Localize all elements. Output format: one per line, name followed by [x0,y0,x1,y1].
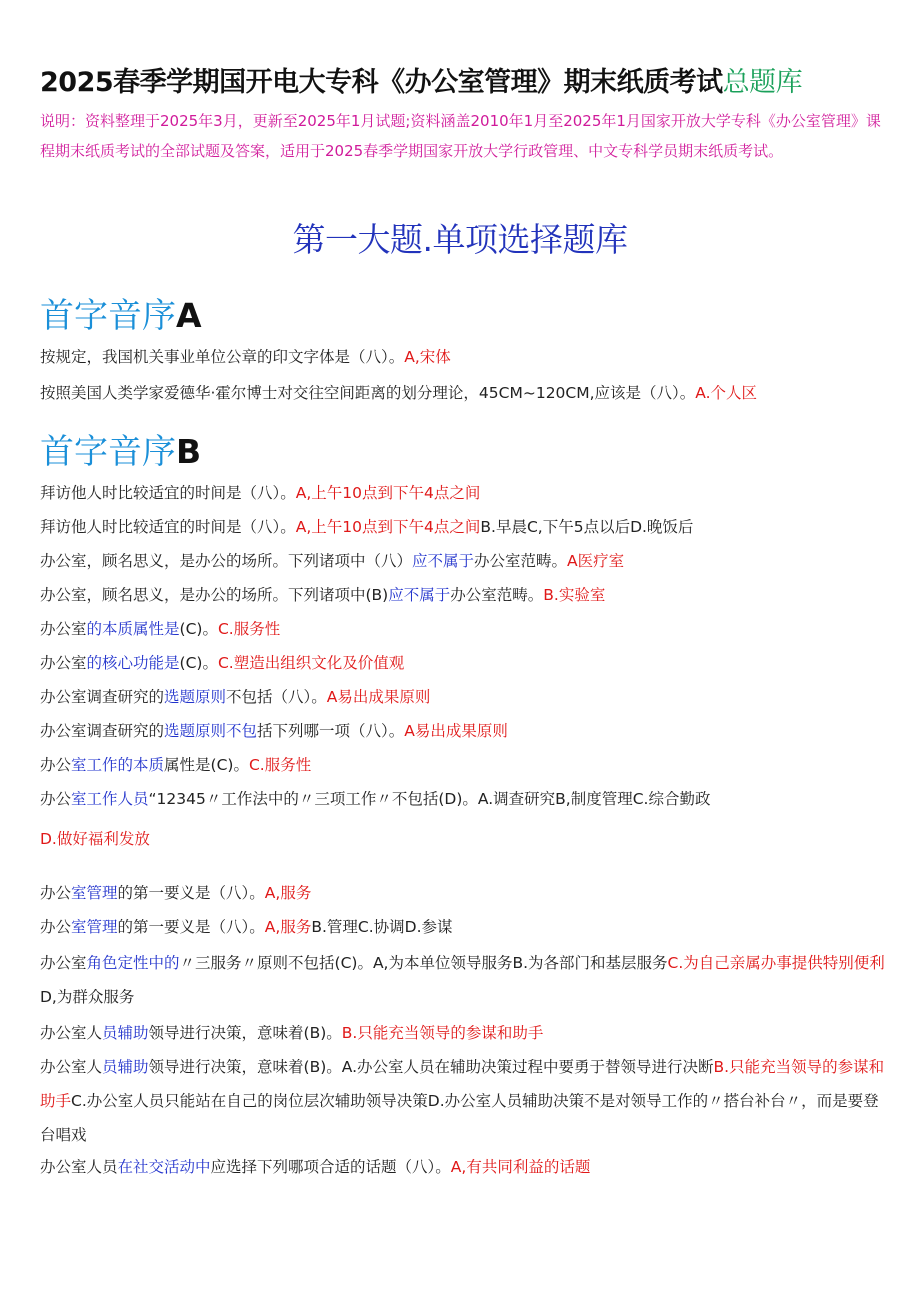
question-text: “12345〃工作法中的〃三项工作〃不包括(D)。A.调查研究B,制度管理C.综合勤政 [148,790,711,808]
question-item [40,1150,885,1184]
question-item [40,680,885,714]
question-item [40,876,885,910]
answer-text: C.服务性 [248,756,312,774]
answer-text: A,服务 [264,884,312,902]
question-text: 〃三服务〃原则不包括(C)。A,为本单位领导服务B.为各部门和基层服务 [179,954,668,972]
question-item [40,646,885,680]
option-text: B.管理C.协调D.参谋 [311,918,453,936]
question-item-continuation [40,822,885,856]
option-text: D,为群众服务 [40,988,135,1006]
answer-text: A,有共同利益的话题 [450,1158,591,1176]
question-text: 办公室，顾名思义，是办公的场所。下列诸项中（八） [40,552,413,570]
question-item [40,376,885,410]
highlight-text: 员辅助 [102,1024,149,1042]
question-text: 领导进行决策，意味着(B)。 [148,1024,342,1042]
description-note: 说明：资料整理于2025年3月，更新至2025年1月试题;资料涵盖2010年1月至2025年1月国家开放大学专科《办公室管理》课程期末纸质考试的全部试题及答案，适用于2025春季学期国家开放大学行政管理、中文专科学员期末纸质考试。 [40,112,881,160]
question-item [40,510,885,544]
question-text: 办公 [40,918,72,936]
group-label: 首字音序 [40,432,176,472]
question-text: 办公室，顾名思义，是办公的场所。下列诸项中(B) [40,586,389,604]
answer-text: B.只能充当领导的参谋和助手 [40,1058,885,1110]
question-text: 办公室范畴。 [474,552,568,570]
question-text: 办公室 [40,654,87,672]
question-text: 办公 [40,790,72,808]
highlight-text: 室工作人员 [71,790,149,808]
question-text: 应选择下列哪项合适的话题（八）。 [210,1158,451,1176]
answer-text: A易出成果原则 [326,688,431,706]
highlight-text: 选题原则不包 [164,722,258,740]
group-heading-a [40,288,202,337]
question-text: 办公室人员 [40,1158,118,1176]
answer-text: C.塑造出组织文化及价值观 [217,654,405,672]
highlight-text: 的本质属性是 [86,620,180,638]
question-text: 办公 [40,756,72,774]
answer-text: C.为自己亲属办事提供特别便利 [667,954,885,972]
question-text: 属性是(C)。 [164,756,249,774]
highlight-text: 角色定性中的 [86,954,180,972]
question-text: 不包括（八）。 [226,688,327,706]
group-letter: B [176,432,202,471]
question-text: (C)。 [179,620,218,638]
question-item [40,578,885,612]
question-item [40,782,885,816]
question-text: 领导进行决策，意味着(B)。A.办公室人员在辅助决策过程中要勇于替领导进行决断 [148,1058,714,1076]
group-letter: A [176,296,202,335]
group-label: 首字音序 [40,296,176,336]
highlight-text: 室工作的本质 [71,756,165,774]
highlight-text: 室管理 [71,884,118,902]
question-text: 拜访他人时比较适宜的时间是（八）。 [40,484,296,502]
question-text: 按规定，我国机关事业单位公章的印文字体是（八）。 [40,348,405,366]
answer-text: A,宋体 [404,348,451,366]
question-text: 办公室 [40,620,87,638]
highlight-text: 应不属于 [412,552,475,570]
option-text: B.早晨C,下午5点以后D.晚饭后 [480,518,694,536]
question-item [40,946,885,1014]
question-text: 的第一要义是（八）。 [117,918,265,936]
group-heading-b [40,424,201,473]
question-text: 拜访他人时比较适宜的时间是（八）。 [40,518,296,536]
question-item [40,1050,885,1152]
question-text: 办公室范畴。 [450,586,544,604]
question-item [40,476,885,510]
highlight-text: 室管理 [71,918,118,936]
question-item [40,612,885,646]
highlight-text: 的核心功能是 [86,654,180,672]
highlight-text: 选题原则 [164,688,227,706]
question-text: (C)。 [179,654,218,672]
question-text: 办公室调查研究的 [40,688,165,706]
document-title [40,60,802,99]
question-text: 办公室人 [40,1058,103,1076]
highlight-text: 应不属于 [388,586,451,604]
title-main: 2025春季学期国开电大专科《办公室管理》期末纸质考试 [40,67,723,98]
option-text: C.办公室人员只能站在自己的岗位层次辅助领导决策D.办公室人员辅助决策不是对领导工作的〃搭台补台〃，而是要登台唱戏 [40,1092,879,1144]
highlight-text: 在社交活动中 [117,1158,211,1176]
question-text: 括下列哪一项（八）。 [257,722,405,740]
answer-text: B.只能充当领导的参谋和助手 [341,1024,544,1042]
question-text: 办公室调查研究的 [40,722,165,740]
question-text: 办公 [40,884,72,902]
question-item [40,910,885,944]
question-item [40,340,885,374]
question-item [40,748,885,782]
answer-text: A易出成果原则 [404,722,508,740]
question-item [40,714,885,748]
highlight-text: 员辅助 [102,1058,149,1076]
answer-text: C.服务性 [217,620,281,638]
question-text: 按照美国人类学家爱德华·霍尔博士对交往空间距离的划分理论，45CM~120CM,应该是（八）。 [40,384,696,402]
answer-text: A.个人区 [695,384,758,402]
answer-text: B.实验室 [543,586,606,604]
answer-text: A,上午10点到下午4点之间 [295,518,481,536]
answer-text: A,服务 [264,918,312,936]
question-item [40,1016,885,1050]
answer-text: A,上午10点到下午4点之间 [295,484,481,502]
question-text: 办公室 [40,954,87,972]
title-tail: 总题库 [722,67,803,98]
answer-text: D.做好福利发放 [40,830,150,848]
question-text: 办公室人 [40,1024,103,1042]
question-item [40,544,885,578]
answer-text: A医疗室 [567,552,625,570]
section-title: 第一大题.单项选择题库 [292,220,628,259]
question-text: 的第一要义是（八）。 [117,884,265,902]
